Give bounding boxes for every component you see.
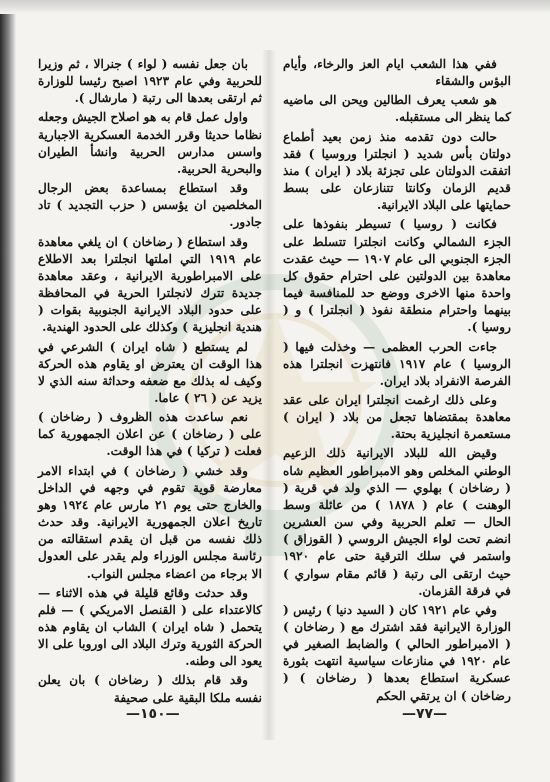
- paragraph: فكانت ( روسيا ) تسيطر بنفوذها على الجزء الشمالي وكانت انجلترا تتسلط على الجزء الجنوبي الى عام ١٩٠٧ — حيث عقدت معاهدة بين الدولتين على احترام حقوق كل واحدة منها الاخرى ووضع حد للمنافسة فيما بينهما واحترام منطقة نفوذ ( انجلترا ) و ( روسيا ).: [283, 217, 511, 335]
- paragraph: وقد حدثت وقائع قليلة في هذه الاثناء — كالاعتداء على ( القنصل الامريكي ) — فلم يتحمل ( شاه ايران ) الشاب ان يقاوم هذه الحركة الثورية وترك البلاد الى اوروبا على الا يعود الى وطنه.: [38, 585, 262, 669]
- paragraph: بان جعل نفسه ( لواء ) جنرالا ، ثم وزيرا للحربية وفي عام ١٩٢٣ اصبح رئيسا للوزارة ثم ارتقى بعدها الى رتبة ( مارشال ).: [38, 57, 262, 106]
- paragraph: ففي هذا الشعب ايام العز والرخاء، وأيام البؤس والشقاء: [283, 57, 511, 89]
- paragraph: لم يستطع ( شاه ايران ) الشرعي في هذا الوقت ان يعترض او يقاوم هذه الحركة وكيف له بذلك مع ضعفه وحداثة سنه الذي لا يزيد عن ( ٢٦ ) عاما.: [38, 339, 262, 405]
- page-number-right: —٧٧—: [402, 706, 448, 722]
- article-column-left: [38, 56, 262, 709]
- paragraph: وعلى ذلك ارغمت انجلترا ايران على عقد معاهدة بمقتضاها تجعل من بلاد ( ايران ) مستعمرة انجليزية بحتة.: [283, 392, 511, 442]
- paragraph: وفي عام ١٩٢١ كان ( السيد دنيا ) رئيس ( الوزارة الايرانية فقد اشترك مع ( رضاخان ) ( الامبراطور الحالي ) والضابط الصغير في عام ١٩٢٠ في منازعات سياسية انتهت بثورة عسكرية استطاع بعدها ( رضاخان ) ( رضاخان ) ان يرتقي الحكم: [283, 602, 511, 703]
- paragraph: وقد استطاع ( رضاخان ) ان يلغي معاهدة عام ١٩١٩ التي املتها انجلترا بعد الاطلاع على الامبراطورية الايرانية ، وعقد معاهدة جديدة تترك لانجلترا الحرية في المحافظة على حدود البلاد الايرانية الجنوبية بقوات ( هندية انجليزية ) وكذلك على الحدود الهندية.: [38, 234, 263, 335]
- paragraph: حالت دون تقدمه منذ زمن بعيد أطماع دولتان بأس شديد ( انجلترا وروسيا ) فقد اتفقت الدولتان على تجزئة بلاد ( ايران ) منذ قديم الزمان وكانتا تتنازعان على بسط حمايتها على البلاد الايرانية.: [283, 129, 511, 213]
- paragraph: نعم ساعدت هذه الظروف ( رضاخان ) على ( رضاخان ) عن اعلان الجمهورية كما فعلت ( تركيا ) في هذا الوقت.: [38, 410, 262, 459]
- paragraph: وقيض الله للبلاد الايرانية ذلك الزعيم الوطني المخلص وهو الامبراطور العظيم شاه ( رضاخان ) بهلوي — الذي ولد في قرية ( الوهنت ) عام ( ١٨٧٨ ) من عائلة وسط الحال — تعلم الحربية وفي سن العشرين انضم تحت لواء الجيش الروسي ( القوزاق ) واستمر في سلك الترقية حتى عام ١٩٢٠ حيث ارتقى الى رتبة ( قائم مقام سواري ) في فرقة القزمان.: [283, 446, 511, 598]
- page-edge-shadow: [0, 0, 16, 782]
- paragraph: جاءت الحرب العظمى — وخذلت فيها ( الروسيا ) عام ١٩١٧ فانتهزت انجلترا هذه الفرصة الانفراد بلاد ايران.: [283, 339, 511, 388]
- article-column-right: [283, 56, 511, 707]
- paragraph: وقد خشي ( رضاخان ) في ابتداء الامر معارضة قوية تقوم في وجهه في الداخل والخارج حتى يوم ٢١ مارس عام ١٩٢٤ وهو تاريخ اعلان الجمهورية الايرانية. وقد حدث ذلك نفسه من قبل ان يقدم استقالته من رئاسة مجلس الوزراء ولم يقدر على العدول الا برجاء من اعضاء مجلس النواب.: [38, 463, 263, 581]
- paragraph: هو شعب يعرف الطالين ويحن الى ماضيه كما ينظر الى مستقبله.: [283, 93, 511, 125]
- page-top-edge: [0, 0, 550, 14]
- paragraph: وقد قام بذلك ( رضاخان ) بان يعلن نفسه ملكا البقية على صحيفة: [38, 673, 262, 705]
- paragraph: وقد استطاع بمساعدة بعض الرجال المخلصين ان يؤسس ( حزب التجديد ) تاد جادور.: [38, 181, 262, 230]
- page-number-left: —١٥٠—: [126, 706, 180, 722]
- paragraph: واول عمل قام به هو اصلاح الجيش وجعله نظاما حديثا وقرر الخدمة العسكرية الاجبارية واسس مدارس الحربية وانشأ الطيران والبحرية الحربية.: [38, 110, 262, 176]
